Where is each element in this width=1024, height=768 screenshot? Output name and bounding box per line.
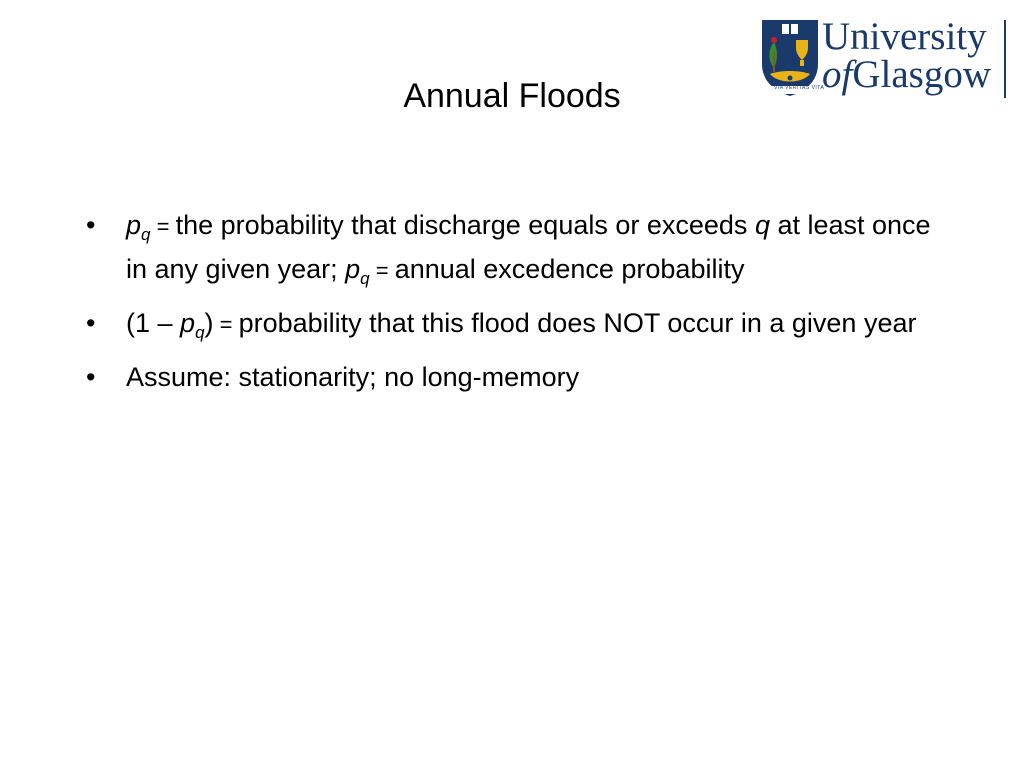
- bullet-list: [86, 205, 946, 407]
- bullet-text-segment: (1 –: [126, 308, 181, 338]
- math-operator: =: [150, 214, 176, 239]
- logo-line-university: University: [822, 15, 987, 58]
- bullet-item-1: [86, 205, 946, 293]
- bullet-text-segment: Assume: stationarity; no long-memory: [126, 362, 580, 392]
- logo-glasgow: Glasgow: [852, 53, 991, 96]
- logo-wordmark: [822, 15, 991, 96]
- math-variable: q: [754, 210, 770, 240]
- math-subscript: q: [195, 323, 205, 342]
- math-subscript: q: [360, 269, 370, 288]
- math-operator: =: [213, 312, 239, 337]
- math-operator: =: [369, 258, 395, 283]
- bullet-text-segment: annual excedence probability: [394, 254, 745, 284]
- bullet-text-segment: ): [204, 308, 214, 338]
- math-variable: p: [126, 210, 142, 240]
- bullet-text: [126, 308, 917, 342]
- logo-motto: VIA VERITAS VITA: [774, 85, 825, 91]
- bullet-text-segment: probability that this flood does NOT occur in a given year: [238, 308, 917, 338]
- math-subscript: q: [141, 225, 151, 244]
- bullet-marker: •: [86, 308, 96, 338]
- university-logo: [760, 15, 1006, 98]
- logo-divider: [1004, 20, 1006, 98]
- bullet-text-segment: at least once in any given year;: [126, 210, 931, 284]
- bullet-text: [126, 362, 579, 392]
- bullet-item-2: [86, 303, 946, 347]
- bullet-text: [126, 210, 931, 288]
- bullet-item-3: [86, 357, 946, 397]
- math-variable: p: [180, 308, 196, 338]
- bullet-text-segment: the probability that discharge equals or exceeds: [175, 210, 755, 240]
- logo-of: of: [822, 53, 853, 96]
- slide-title: Annual Floods: [403, 77, 621, 115]
- math-variable: p: [345, 254, 361, 284]
- logo-line-of-glasgow: [822, 53, 991, 96]
- bullet-marker: •: [86, 362, 96, 392]
- bullet-marker: •: [86, 210, 96, 240]
